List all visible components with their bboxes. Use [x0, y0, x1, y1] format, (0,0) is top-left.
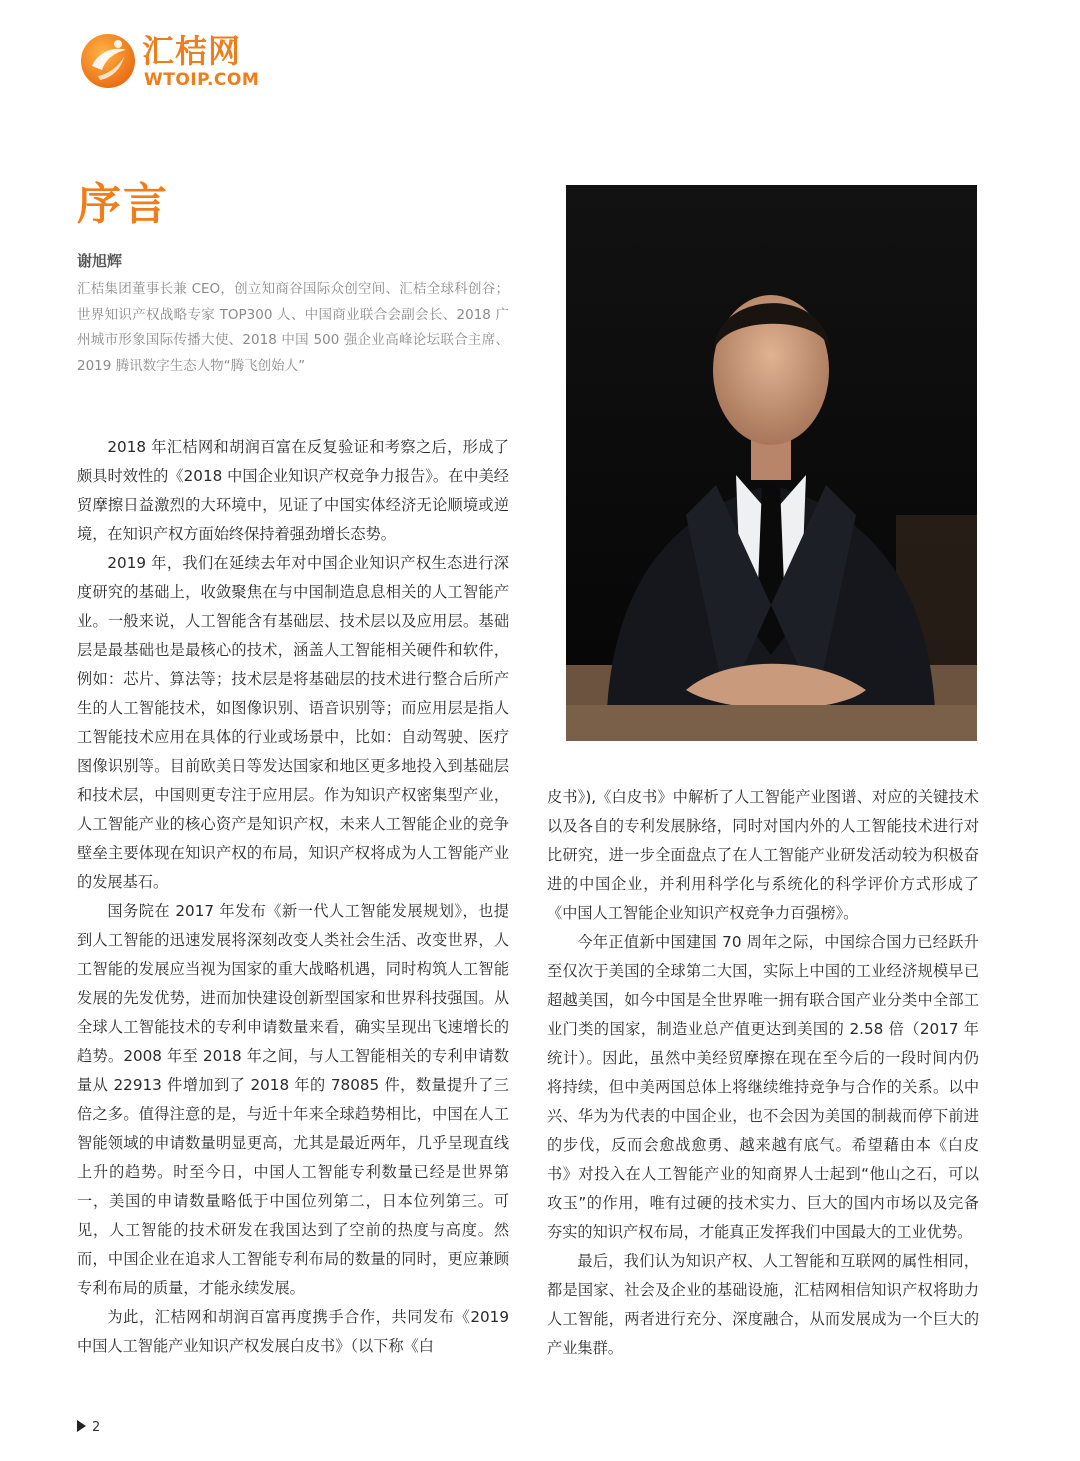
page-number-text: 2 — [92, 1420, 101, 1435]
brand-logo — [78, 30, 278, 92]
left-text-column — [77, 433, 509, 1361]
paragraph: 国务院在 2017 年发布《新一代人工智能发展规划》，也提到人工智能的迅速发展将深刻改变人类社会生活、改变世界，人工智能的发展应当视为国家的重大战略机遇，同时构筑人工智能发展的先发优势，进而加快建设创新型国家和世界科技强国。从全球人工智能技术的专利申请数量来看，确实呈现出飞速增长的趋势。2008 年至 2018 年之间，与人工智能相关的专利申请数量从 22913 件增加到了 2018 年的 78085 件，数量提升了三倍之多。值得注意的是，与近十年来全球趋势相比，中国在人工智能领域的申请数量明显更高，尤其是最近两年，几乎呈现直线上升的趋势。时至今日，中国人工智能专利数量已经是世界第一，美国的申请数量略低于中国位列第二，日本位列第三。可见，人工智能的技术研发在我国达到了空前的热度与高度。然而，中国企业在追求人工智能专利布局的数量的同时，更应兼顾专利布局的质量，才能永续发展。 — [77, 902, 509, 1297]
portrait-illustration — [566, 185, 977, 741]
logo-name-cn: 汇桔网 — [142, 32, 242, 70]
paragraph: 2018 年汇桔网和胡润百富在反复验证和考察之后，形成了颇具时效性的《2018 中国企业知识产权竞争力报告》。在中美经贸摩擦日益激烈的大环境中，见证了中国实体经济无论顺境或逆境，在知识产权方面始终保持着强劲增长态势。 — [77, 438, 509, 543]
author-name: 谢旭辉 — [77, 252, 123, 270]
wtoip-logo-icon — [78, 30, 138, 90]
page-title: 序言 — [77, 179, 169, 230]
paragraph: 最后，我们认为知识产权、人工智能和互联网的属性相同，都是国家、社会及企业的基础设施，汇桔网相信知识产权将助力人工智能，两者进行充分、深度融合，从而发展成为一个巨大的产业集群。 — [547, 1252, 979, 1357]
play-triangle-icon — [77, 1420, 86, 1432]
paragraph-continuation: 皮书》),《白皮书》中解析了人工智能产业图谱、对应的关键技术以及各自的专利发展脉络，同时对国内外的人工智能技术进行对比研究，进一步全面盘点了在人工智能产业研发活动较为积极奋进的中国企业，并利用科学化与系统化的科学评价方式形成了《中国人工智能企业知识产权竞争力百强榜》。 — [547, 788, 979, 922]
paragraph: 为此，汇桔网和胡润百富再度携手合作，共同发布《2019 中国人工智能产业知识产权发展白皮书》（以下称《白 — [77, 1308, 509, 1355]
page-number — [77, 1419, 100, 1437]
logo-name-en: WTOIP.COM — [144, 70, 260, 90]
paragraph: 今年正值新中国建国 70 周年之际，中国综合国力已经跃升至仅次于美国的全球第二大国，实际上中国的工业经济规模早已超越美国，如今中国是全世界唯一拥有联合国产业分类中全部工业门类的国家，制造业总产值更达到美国的 2.58 倍（2017 年统计）。因此，虽然中美经贸摩擦在现在至今后的一段时间内仍将持续，但中美两国总体上将继续维持竞争与合作的关系。以中兴、华为为代表的中国企业，也不会因为美国的制裁而停下前进的步伐，反而会愈战愈勇、越来越有底气。希望藉由本《白皮书》对投入在人工智能产业的知商界人士起到“他山之石，可以攻玉”的作用，唯有过硬的技术实力、巨大的国内市场以及完备夯实的知识产权布局，才能真正发挥我们中国最大的工业优势。 — [547, 933, 979, 1241]
paragraph: 2019 年，我们在延续去年对中国企业知识产权生态进行深度研究的基础上，收敛聚焦在与中国制造息息相关的人工智能产业。一般来说，人工智能含有基础层、技术层以及应用层。基础层是最基础也是最核心的技术，涵盖人工智能相关硬件和软件，例如：芯片、算法等；技术层是将基础层的技术进行整合后所产生的人工智能技术，如图像识别、语音识别等；而应用层是指人工智能技术应用在具体的行业或场景中，比如：自动驾驶、医疗图像识别等。目前欧美日等发达国家和地区更多地投入到基础层和技术层，中国则更专注于应用层。作为知识产权密集型产业，人工智能产业的核心资产是知识产权，未来人工智能企业的竞争壁垒主要体现在知识产权的布局，知识产权将成为人工智能产业的发展基石。 — [77, 554, 509, 891]
author-bio: 汇桔集团董事长兼 CEO，创立知商谷国际众创空间、汇桔全球科创谷；世界知识产权战略专家 TOP300 人、中国商业联合会副会长、2018 广州城市形象国际传播大使、2018 中国 500 强企业高峰论坛联合主席、2019 腾讯数字生态人物“腾飞创始人” — [77, 281, 509, 374]
right-text-column — [547, 783, 979, 1363]
author-portrait-photo — [566, 185, 977, 741]
